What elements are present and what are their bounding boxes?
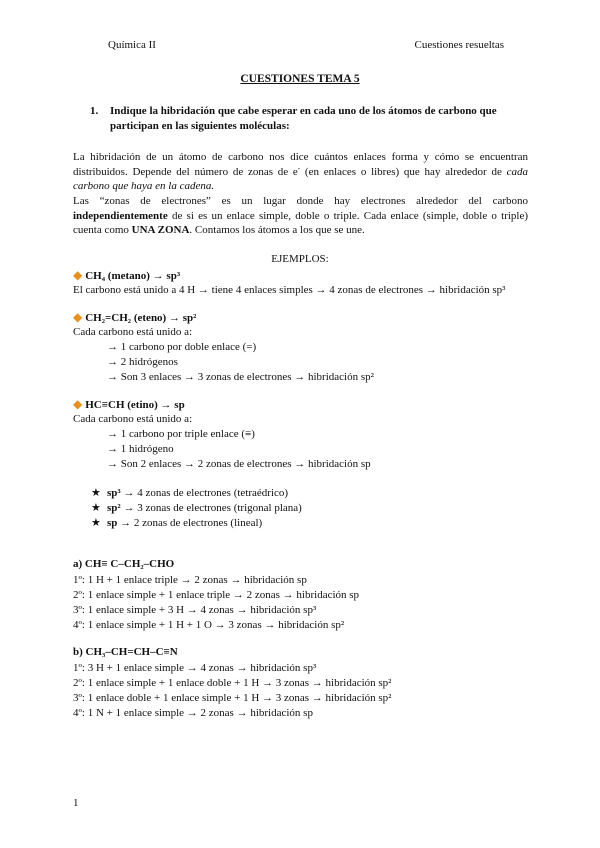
example-ethene-item: → 2 hidrógenos xyxy=(107,356,178,368)
example-ethene-title xyxy=(73,310,196,326)
example-title-text: HC≡CH (etino) → sp xyxy=(85,399,185,411)
part-a-line: 1º: 1 H + 1 enlace triple → 2 zonas → hibridación sp xyxy=(73,574,307,586)
example-ethene-item: → Son 3 enlaces → 3 zonas de electrones → hibridación sp² xyxy=(107,371,374,383)
example-title-text: CH₄ (metano) → sp³ xyxy=(85,270,181,282)
example-methane-title xyxy=(73,268,180,284)
star-bullet-icon: ★ xyxy=(91,502,101,514)
header-course: Química II xyxy=(108,39,156,51)
intro-p2-a: Las “zonas de electrones” es un lugar donde hay electrones alrededor del carbono xyxy=(73,195,528,207)
part-b-line: 4º: 1 N + 1 enlace simple → 2 zonas → hibridación sp xyxy=(73,707,313,719)
intro-paragraph-2 xyxy=(73,194,528,238)
page-number: 1 xyxy=(73,797,79,809)
summary-text: → 2 zonas de electrones (lineal) xyxy=(120,517,263,529)
diamond-bullet-icon: ◆ xyxy=(73,310,83,324)
part-b-formula: b) CH₃–CH=CH–C≡N xyxy=(73,646,178,658)
example-ethyne-title xyxy=(73,397,185,413)
example-ethene-intro: Cada carbono está unido a: xyxy=(73,326,193,338)
example-ethyne-item: → 1 carbono por triple enlace (≡) xyxy=(107,428,255,440)
example-title-text: CH₂=CH₂ (eteno) → sp² xyxy=(85,312,197,324)
summary-hybrid: sp² xyxy=(107,502,121,514)
part-b-line: 1º: 3 H + 1 enlace simple → 4 zonas → hibridación sp³ xyxy=(73,662,317,674)
part-a-line: 2º: 1 enlace simple + 1 enlace triple → 2 zonas → hibridación sp xyxy=(73,589,360,601)
diamond-bullet-icon: ◆ xyxy=(73,397,83,411)
summary-text: → 4 zonas de electrones (tetraédrico) xyxy=(123,487,289,499)
intro-p1-b: (en enlaces o libres) que hay alrededor de xyxy=(304,165,502,178)
intro-p2-b: de si es un enlace simple, doble o triple. Cada enlace (simple, doble o triple) cuenta como xyxy=(73,209,529,237)
part-a-formula: a) CH≡ C–CH₂–CHO xyxy=(73,558,175,570)
summary-hybrid: sp xyxy=(107,517,118,529)
star-bullet-icon: ★ xyxy=(91,517,101,529)
example-methane-line: El carbono está unido a 4 H → tiene 4 enlaces simples → 4 zonas de electrones → hibridación sp³ xyxy=(73,284,506,296)
summary-hybrid: sp³ xyxy=(107,487,121,499)
star-bullet-icon: ★ xyxy=(91,487,101,499)
part-b-line: 2º: 1 enlace simple + 1 enlace doble + 1 H → 3 zonas → hibridación sp² xyxy=(73,677,392,689)
example-ethyne-item: → 1 hidrógeno xyxy=(107,443,174,455)
summary-item xyxy=(91,516,262,531)
example-ethyne-intro: Cada carbono está unido a: xyxy=(73,413,193,425)
intro-p2-c: . Contamos los átomos a los que se une. xyxy=(189,224,365,237)
example-ethene-item: → 1 carbono por doble enlace (=) xyxy=(107,341,257,353)
intro-p1-a: La hibridación de un átomo de carbono nos dice cuántos enlaces forma y cómo se encuentran distribuidos. Depende del número de zonas de e xyxy=(73,151,528,178)
diamond-bullet-icon: ◆ xyxy=(73,268,83,282)
question-number: 1. xyxy=(90,105,99,117)
part-a-title xyxy=(73,557,174,572)
question-text: Indique la hibridación que cabe esperar en cada uno de los átomos de carbono que participan en las siguientes moléculas: xyxy=(110,105,497,132)
part-b-line: 3º: 1 enlace doble + 1 enlace simple + 1 H → 3 zonas → hibridación sp² xyxy=(73,692,392,704)
example-ethyne-item: → Son 2 enlaces → 2 zonas de electrones → hibridación sp xyxy=(107,458,371,470)
examples-heading: EJEMPLOS: xyxy=(271,253,329,265)
header-doc-type: Cuestiones resueltas xyxy=(414,39,504,51)
summary-item xyxy=(91,486,288,501)
summary-text: → 3 zonas de electrones (trigonal plana) xyxy=(123,502,302,514)
part-b-title xyxy=(73,645,178,660)
part-a-line: 4º: 1 enlace simple + 1 H + 1 O → 3 zonas → hibridación sp² xyxy=(73,619,345,631)
intro-p1-italic: cada carbono que haya en la cadena. xyxy=(73,165,529,193)
intro-p2-bold: independientemente xyxy=(73,209,168,222)
part-a-line: 3º: 1 enlace simple + 3 H → 4 zonas → hibridación sp³ xyxy=(73,604,317,616)
intro-p2-bold2: UNA ZONA xyxy=(131,224,190,237)
question-1 xyxy=(90,104,510,133)
page-title: CUESTIONES TEMA 5 xyxy=(240,73,360,85)
intro-paragraph-1: La hibridación de un átomo de carbono nos dice cuántos enlaces forma y cómo se encuentran distribuidos. Depende del número de zonas de e- (en enlaces o libres) que hay alrededor de cada carbono que haya en la cadena. xyxy=(73,151,529,193)
summary-item xyxy=(91,501,302,516)
